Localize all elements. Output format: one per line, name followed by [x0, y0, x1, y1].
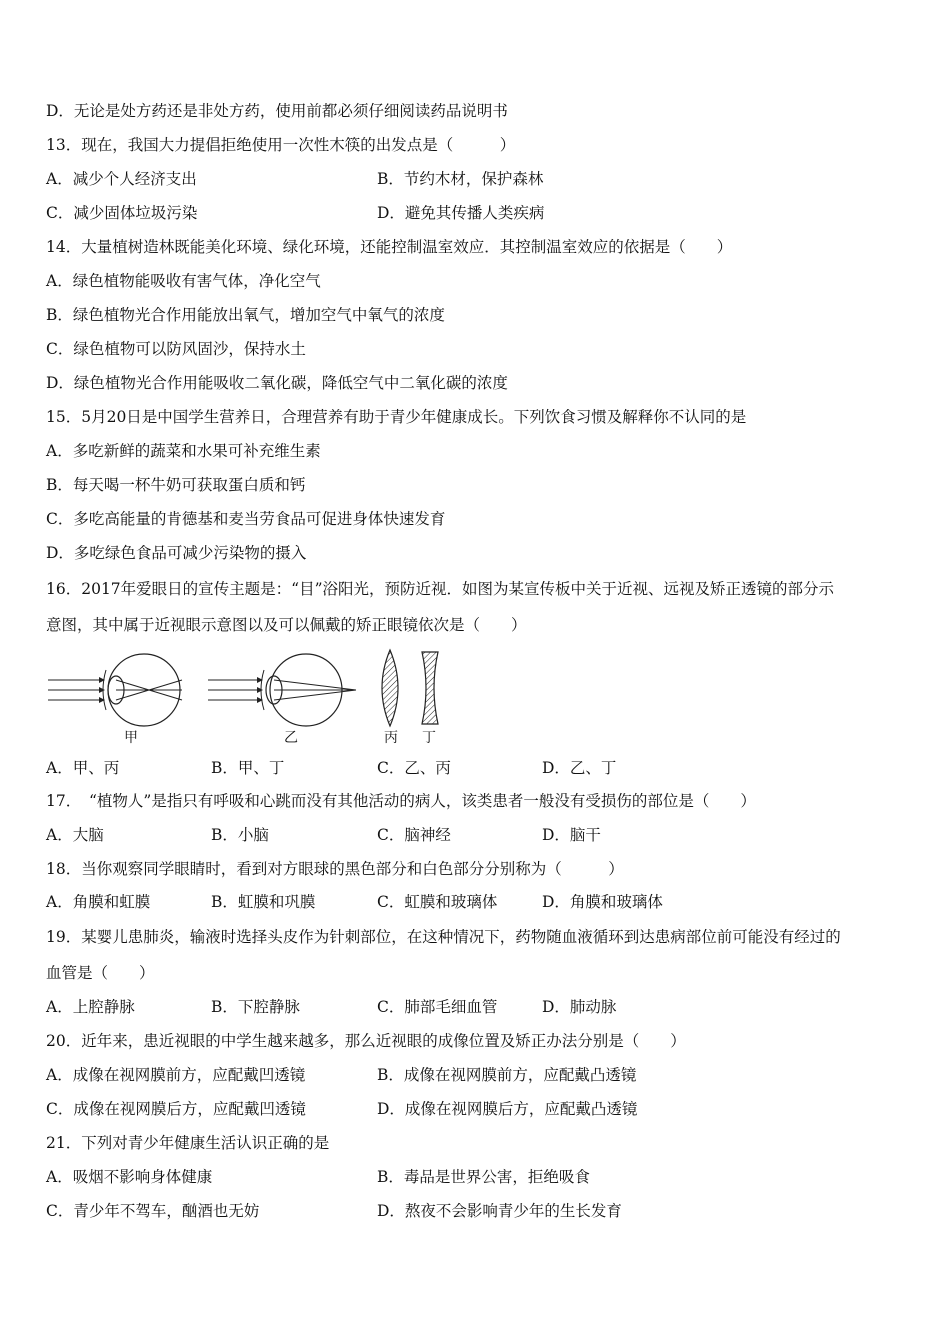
q19-option-d: D．肺动脉 [542, 998, 617, 1016]
q20-option-a: A．成像在视网膜前方，应配戴凹透镜 [46, 1066, 306, 1084]
q14-option-d: D．绿色植物光合作用能吸收二氧化碳，降低空气中二氧化碳的浓度 [46, 374, 508, 392]
q16-option-a: A．甲、丙 [46, 759, 120, 777]
q15-stem: 15．5月20日是中国学生营养日，合理营养有助于青少年健康成长。下列饮食习惯及解释你不认同的是 [46, 408, 747, 426]
eye-yi-diagram [208, 654, 356, 726]
q14-option-c: C．绿色植物可以防风固沙，保持水土 [46, 340, 306, 358]
q21-stem: 21．下列对青少年健康生活认识正确的是 [46, 1134, 330, 1152]
q13-option-d: D．避免其传播人类疾病 [377, 204, 545, 222]
q18-option-c: C．虹膜和玻璃体 [377, 893, 498, 911]
q16-option-b: B．甲、丁 [211, 759, 285, 777]
q12-option-d: D．无论是处方药还是非处方药，使用前都必须仔细阅读药品说明书 [46, 102, 508, 120]
label-bing: 丙 [384, 730, 398, 746]
label-jia: 甲 [124, 730, 138, 746]
q20-option-c: C．成像在视网膜后方，应配戴凹透镜 [46, 1100, 306, 1118]
label-yi: 乙 [284, 730, 298, 746]
q15-option-a: A．多吃新鲜的蔬菜和水果可补充维生素 [46, 442, 321, 460]
q20-option-d: D．成像在视网膜后方，应配戴凸透镜 [377, 1100, 638, 1118]
q21-option-a: A．吸烟不影响身体健康 [46, 1168, 213, 1186]
q19-option-a: A．上腔静脉 [46, 998, 135, 1016]
q16-option-d: D．乙、丁 [542, 759, 617, 777]
eye-diagram-svg [44, 648, 464, 748]
label-ding: 丁 [422, 730, 436, 746]
q19-option-b: B．下腔静脉 [211, 998, 300, 1016]
q16-stem-line1: 16．2017年爱眼日的宣传主题是：“目”浴阳光，预防近视．如图为某宣传板中关于近视、远视及矫正透镜的部分示 [46, 580, 835, 598]
q17-option-a: A．大脑 [46, 826, 104, 844]
q18-option-b: B．虹膜和巩膜 [211, 893, 316, 911]
q14-option-b: B．绿色植物光合作用能放出氧气，增加空气中氧气的浓度 [46, 306, 445, 324]
q18-option-a: A．角膜和虹膜 [46, 893, 151, 911]
q18-stem: 18．当你观察同学眼睛时，看到对方眼球的黑色部分和白色部分分别称为（ ） [46, 860, 624, 878]
q13-option-a: A．减少个人经济支出 [46, 170, 197, 188]
q17-option-c: C．脑神经 [377, 826, 451, 844]
q15-option-c: C．多吃高能量的肯德基和麦当劳食品可促进身体快速发育 [46, 510, 446, 528]
q16-option-c: C．乙、丙 [377, 759, 451, 777]
eye-lens-figure [44, 648, 464, 748]
q20-stem: 20．近年来，患近视眼的中学生越来越多，那么近视眼的成像位置及矫正办法分别是（ ） [46, 1032, 686, 1050]
q13-option-c: C．减少固体垃圾污染 [46, 204, 198, 222]
q13-option-b: B．节约木材，保护森林 [377, 170, 544, 188]
q21-option-c: C．青少年不驾车，酗酒也无妨 [46, 1202, 260, 1220]
q17-option-d: D．脑干 [542, 826, 601, 844]
q17-option-b: B．小脑 [211, 826, 269, 844]
q21-option-d: D．熬夜不会影响青少年的生长发育 [377, 1202, 622, 1220]
q13-stem: 13．现在，我国大力提倡拒绝使用一次性木筷的出发点是（ ） [46, 136, 516, 154]
q18-option-d: D．角膜和玻璃体 [542, 893, 663, 911]
q15-option-d: D．多吃绿色食品可减少污染物的摄入 [46, 544, 307, 562]
q14-stem: 14．大量植树造林既能美化环境、绿化环境，还能控制温室效应．其控制温室效应的依据是（ ） [46, 238, 733, 256]
q19-stem-line1: 19．某婴儿患肺炎，输液时选择头皮作为针刺部位，在这种情况下，药物随血液循环到达患病部位前可能没有经过的 [46, 928, 841, 946]
q19-option-c: C．肺部毛细血管 [377, 998, 498, 1016]
q17-stem: 17． “植物人”是指只有呼吸和心跳而没有其他活动的病人，该类患者一般没有受损伤的部位是（ ） [46, 792, 756, 810]
q19-stem-line2: 血管是（ ） [46, 964, 155, 982]
q16-stem-line2: 意图，其中属于近视眼示意图以及可以佩戴的矫正眼镜依次是（ ） [46, 616, 527, 634]
q20-option-b: B．成像在视网膜前方，应配戴凸透镜 [377, 1066, 637, 1084]
eye-jia-diagram [48, 654, 182, 726]
q14-option-a: A．绿色植物能吸收有害气体，净化空气 [46, 272, 321, 290]
q15-option-b: B．每天喝一杯牛奶可获取蛋白质和钙 [46, 476, 306, 494]
convex-lens-bing [382, 650, 398, 726]
concave-lens-ding [422, 652, 438, 724]
q21-option-b: B．毒品是世界公害，拒绝吸食 [377, 1168, 590, 1186]
